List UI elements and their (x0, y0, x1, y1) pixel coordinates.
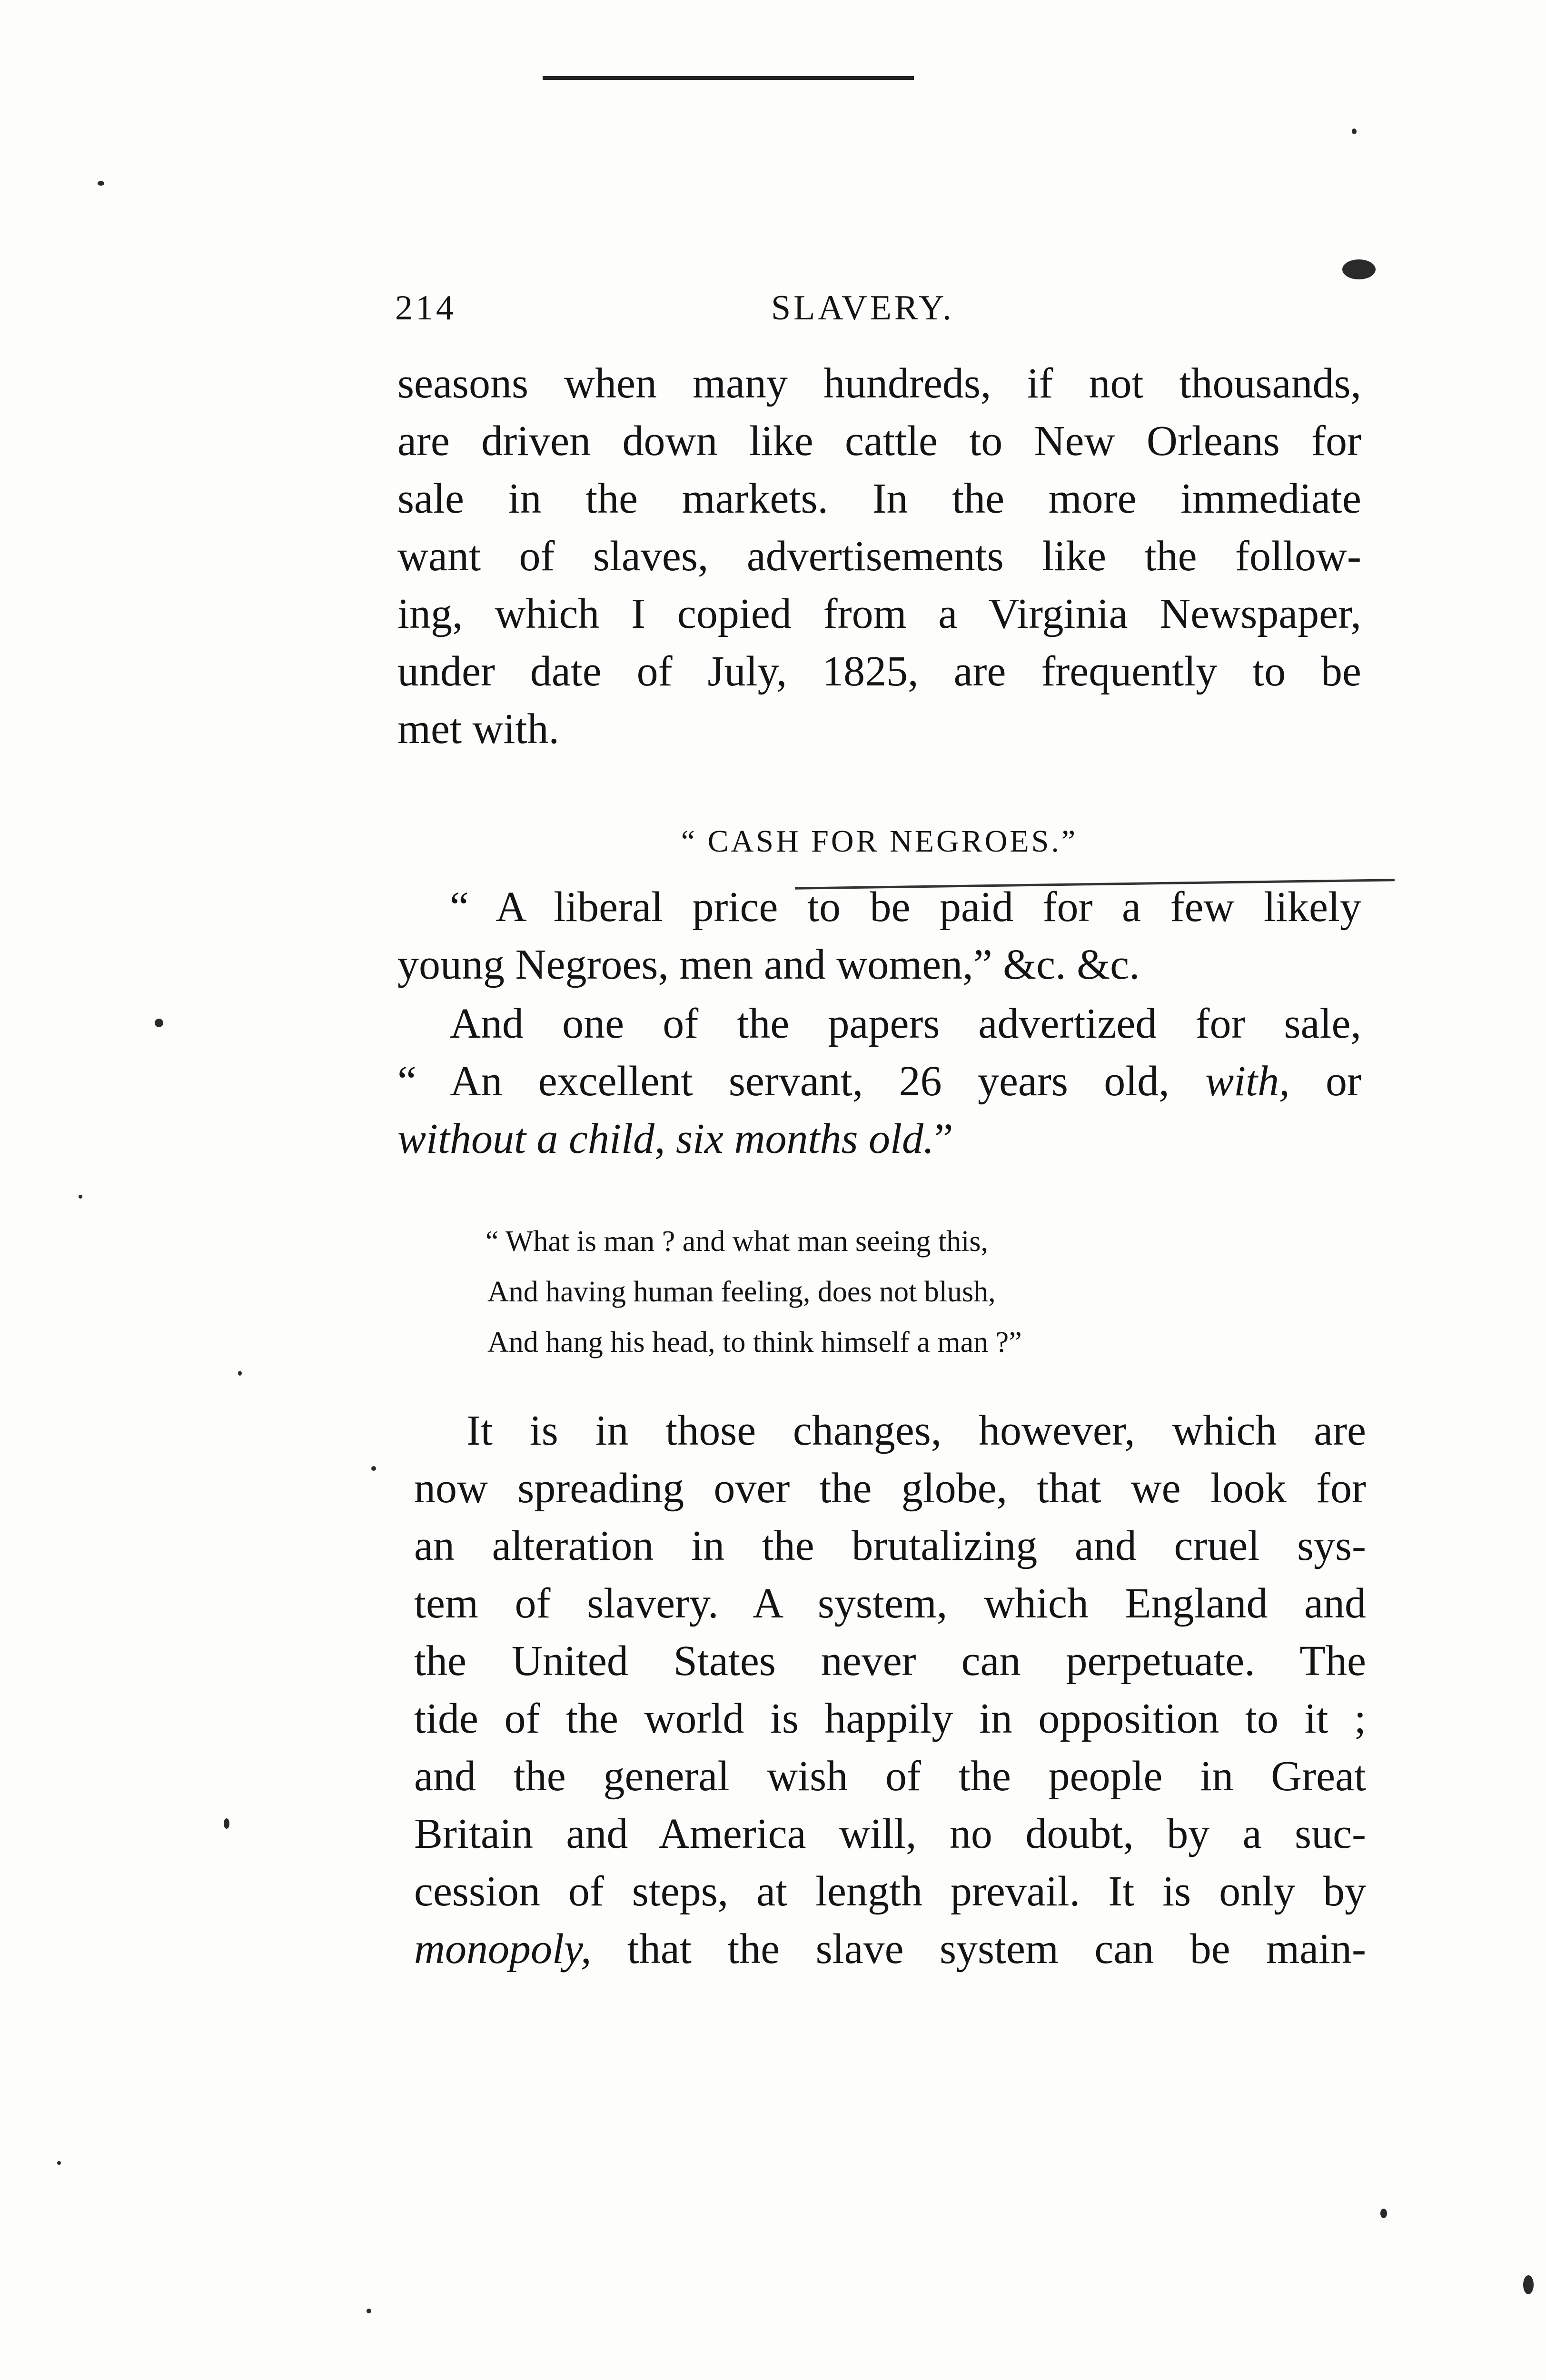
text-line: monopoly, that the slave system can be main- (414, 1925, 1366, 1973)
top-rule (543, 76, 914, 80)
text-line: Britain and America will, no doubt, by a suc- (414, 1810, 1366, 1857)
text-line: seasons when many hundreds, if not thousands, (397, 360, 1361, 407)
text-line: met with. (397, 705, 559, 753)
verse-line: And hang his head, to think himself a man ?” (487, 1326, 1022, 1359)
ink-speck (367, 2309, 371, 2313)
text-line: “ An excellent servant, 26 years old, with, or (397, 1058, 1362, 1105)
verse-line: “ What is man ? and what man seeing this, (486, 1225, 989, 1258)
text-line: the United States never can perpetuate. The (414, 1637, 1366, 1685)
advert-heading: “ CASH FOR NEGROES.” (681, 824, 1078, 859)
paragraph-3 (414, 1402, 1366, 1978)
text-line: cession of steps, at length prevail. It is only by (414, 1868, 1366, 1915)
text-line: are driven down like cattle to New Orleans for (397, 417, 1361, 465)
text-line: “ A liberal price to be paid for a few likely (450, 883, 1361, 931)
verse-quotation (486, 1216, 1022, 1368)
text-line: sale in the markets. In the more immediate (397, 475, 1361, 522)
text-line: tem of slavery. A system, which England and (414, 1580, 1366, 1627)
text-line: ing, which I copied from a Virginia Newspaper, (397, 590, 1361, 637)
ink-speck (155, 1019, 163, 1027)
text-line: tide of the world is happily in opposition to it ; (414, 1695, 1366, 1742)
ink-speck (1352, 129, 1357, 134)
ink-blot (1342, 259, 1376, 279)
text-line: And one of the papers advertized for sale, (450, 1000, 1361, 1047)
paragraph-1 (397, 355, 1361, 758)
ink-speck (224, 1818, 229, 1829)
text-line: an alteration in the brutalizing and cruel sys- (414, 1522, 1366, 1569)
ink-speck (371, 1466, 376, 1471)
ink-speck (1380, 2209, 1387, 2218)
text-line: under date of July, 1825, are frequently to be (397, 648, 1361, 695)
page-number: 214 (395, 288, 456, 327)
ink-speck (1523, 2275, 1534, 2294)
ink-speck (79, 1195, 82, 1199)
text-line: want of slaves, advertisements like the follow- (397, 533, 1361, 580)
ink-speck (57, 2161, 61, 2165)
running-title: SLAVERY. (771, 288, 954, 327)
verse-line: And having human feeling, does not blush, (487, 1276, 996, 1308)
ink-speck (98, 181, 104, 186)
ink-speck (238, 1371, 242, 1376)
paragraph-2 (397, 995, 1361, 1168)
text-line: without a child, six months old.” (397, 1115, 953, 1162)
text-line: now spreading over the globe, that we look for (414, 1465, 1366, 1512)
advert-text (397, 878, 1361, 993)
text-line: and the general wish of the people in Great (414, 1753, 1366, 1800)
text-line: young Negroes, men and women,” &c. &c. (397, 941, 1140, 988)
text-line: It is in those changes, however, which are (466, 1407, 1366, 1454)
